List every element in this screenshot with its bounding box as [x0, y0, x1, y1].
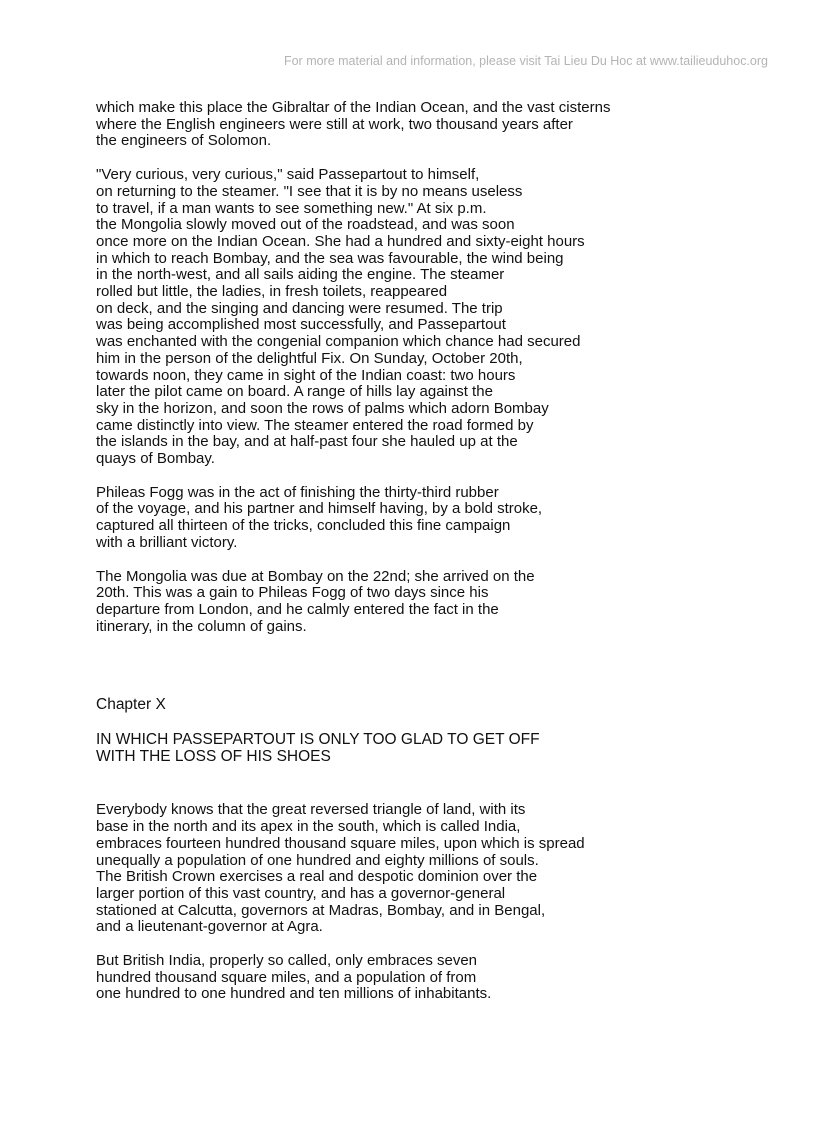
- text-line: of the voyage, and his partner and himself having, by a bold stroke,: [96, 500, 543, 518]
- page-content: [96, 100, 786, 1020]
- text-line: him in the person of the delightful Fix. On Sunday, October 20th,: [96, 349, 523, 367]
- paragraph: [96, 100, 786, 150]
- paragraph: [96, 167, 786, 468]
- text-line: itinerary, in the column of gains.: [96, 617, 307, 635]
- paragraph: [96, 569, 786, 636]
- header-note: For more material and information, please visit Tai Lieu Du Hoc at www.tailieuduhoc.org: [283, 54, 768, 68]
- text-line: Phileas Fogg was in the act of finishing the thirty-third rubber: [96, 483, 499, 501]
- text-line: sky in the horizon, and soon the rows of palms which adorn Bombay: [96, 399, 549, 417]
- paragraph: [96, 802, 786, 936]
- text-line: on returning to the steamer. "I see that it is by no means useless: [96, 182, 523, 200]
- text-line: The British Crown exercises a real and despotic dominion over the: [96, 868, 538, 886]
- chapter-title-line: WITH THE LOSS OF HIS SHOES: [96, 748, 331, 766]
- text-line: quays of Bombay.: [96, 450, 215, 468]
- text-line: 20th. This was a gain to Phileas Fogg of two days since his: [96, 584, 489, 602]
- text-line: on deck, and the singing and dancing were resumed. The trip: [96, 299, 503, 317]
- text-line: The Mongolia was due at Bombay on the 22nd; she arrived on the: [96, 567, 535, 585]
- text-line: in the north-west, and all sails aiding the engine. The steamer: [96, 266, 505, 284]
- text-line: departure from London, and he calmly entered the fact in the: [96, 600, 499, 618]
- text-line: the Mongolia slowly moved out of the roadstead, and was soon: [96, 216, 515, 234]
- text-line: the engineers of Solomon.: [96, 132, 272, 150]
- text-line: came distinctly into view. The steamer entered the road formed by: [96, 416, 534, 434]
- chapter-title-line: IN WHICH PASSEPARTOUT IS ONLY TOO GLAD TO GET OFF: [96, 731, 540, 749]
- paragraph: [96, 485, 786, 552]
- text-line: towards noon, they came in sight of the Indian coast: two hours: [96, 366, 516, 384]
- text-line: which make this place the Gibraltar of the Indian Ocean, and the vast cisterns: [96, 99, 611, 116]
- text-line: captured all thirteen of the tricks, concluded this fine campaign: [96, 517, 511, 535]
- text-line: later the pilot came on board. A range of hills lay against the: [96, 383, 493, 401]
- text-line: was enchanted with the congenial companion which chance had secured: [96, 333, 581, 351]
- text-line: unequally a population of one hundred and eighty millions of souls.: [96, 851, 539, 869]
- text-line: was being accomplished most successfully, and Passepartout: [96, 316, 506, 334]
- text-line: the islands in the bay, and at half-past four she hauled up at the: [96, 433, 518, 451]
- text-line: base in the north and its apex in the south, which is called India,: [96, 818, 521, 836]
- paragraph: [96, 953, 786, 1003]
- text-line: and a lieutenant-governor at Agra.: [96, 918, 323, 936]
- text-line: stationed at Calcutta, governors at Madras, Bombay, and in Bengal,: [96, 901, 546, 919]
- text-line: "Very curious, very curious," said Passepartout to himself,: [96, 166, 480, 184]
- text-line: But British India, properly so called, only embraces seven: [96, 952, 478, 970]
- text-line: where the English engineers were still at work, two thousand years after: [96, 115, 573, 133]
- text-line: one hundred to one hundred and ten millions of inhabitants.: [96, 985, 492, 1003]
- text-line: to travel, if a man wants to see something new." At six p.m.: [96, 199, 487, 217]
- text-line: embraces fourteen hundred thousand square miles, upon which is spread: [96, 834, 585, 852]
- chapter-title: [96, 731, 786, 765]
- text-line: in which to reach Bombay, and the sea was favourable, the wind being: [96, 249, 564, 267]
- text-line: once more on the Indian Ocean. She had a hundred and sixty-eight hours: [96, 232, 585, 250]
- text-line: rolled but little, the ladies, in fresh toilets, reappeared: [96, 283, 448, 301]
- text-line: hundred thousand square miles, and a population of from: [96, 968, 477, 986]
- text-line: Everybody knows that the great reversed triangle of land, with its: [96, 801, 526, 819]
- chapter-label: Chapter X: [96, 696, 166, 714]
- text-line: larger portion of this vast country, and has a governor-general: [96, 884, 506, 902]
- text-line: with a brilliant victory.: [96, 533, 238, 551]
